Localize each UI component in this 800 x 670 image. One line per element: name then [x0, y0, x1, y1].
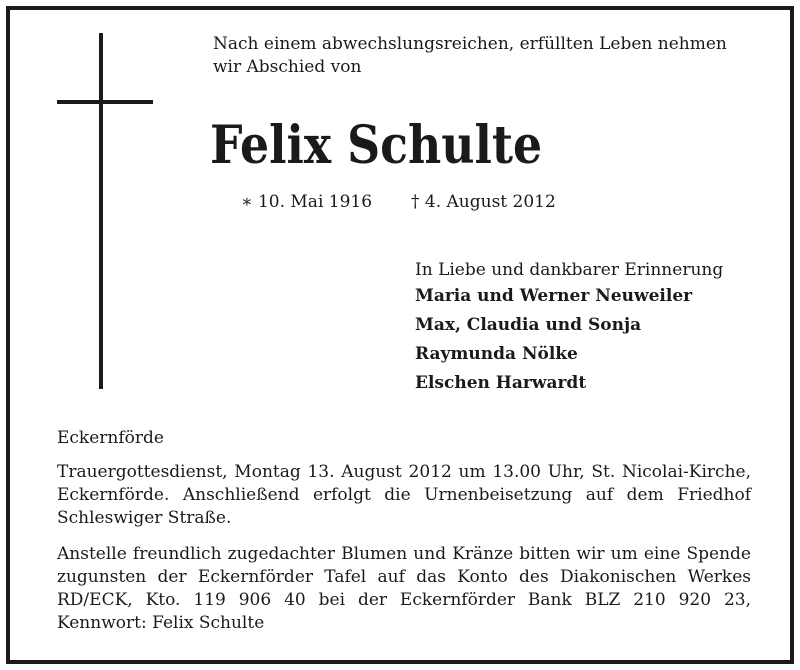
mourners-block [415, 258, 755, 398]
mourner-name: Maria und Werner Neuweiler [415, 286, 693, 306]
deceased-name: Felix Schulte [210, 115, 543, 176]
death-date: † 4. August 2012 [411, 192, 556, 212]
cross-vertical-bar [99, 33, 103, 389]
mourner-name: Max, Claudia und Sonja [415, 315, 642, 335]
mourner-name: Elschen Harwardt [415, 373, 587, 393]
cross-horizontal-bar [57, 100, 153, 104]
mourners-lead: In Liebe und dankbarer Erinnerung [415, 260, 724, 280]
service-text: Trauergottesdienst, Montag 13. August 2012 um 13.00 Uhr, St. Nicolai-Kirche, Eckernförde. Anschließend erfolgt die Urnenbeisetzung auf dem Friedhof Schleswiger Straße. [57, 462, 751, 528]
place-text: Eckernförde [57, 428, 164, 448]
intro-text: Nach einem abwechslungsreichen, erfüllten Leben nehmen wir Abschied von [213, 34, 727, 77]
mourner-name: Raymunda Nölke [415, 344, 578, 364]
birth-date: ∗ 10. Mai 1916 [241, 192, 373, 212]
donation-text: Anstelle freundlich zugedachter Blumen und Kränze bitten wir um eine Spende zugunsten der Eckernförder Tafel auf das Konto des Diakonischen Werkes RD/ECK, Kto. 119 906 40 bei der Eckernförder Bank BLZ 210 920 23, Kennwort: Felix Schulte [57, 544, 751, 633]
